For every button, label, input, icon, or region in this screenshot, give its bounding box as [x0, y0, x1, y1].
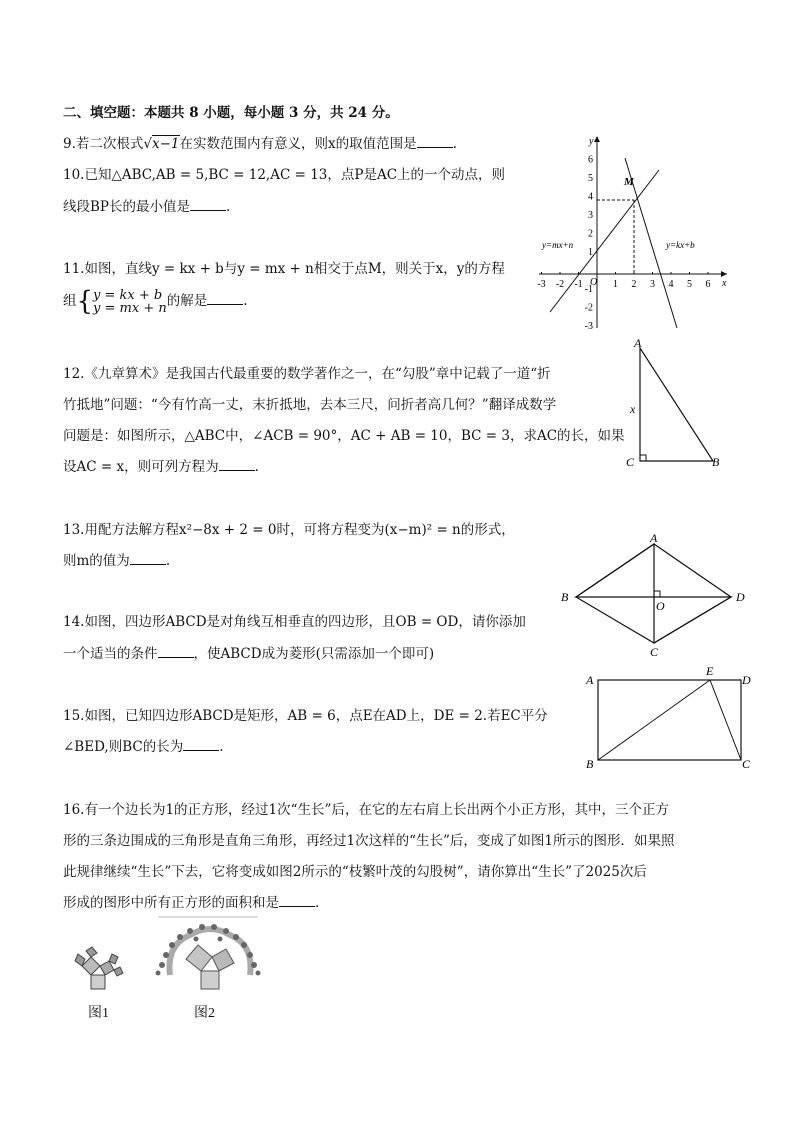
question-12-line2: 竹抵地”问题：“今有竹高一丈，末折抵地，去本三尺，问折者高几何？”翻译成数学 [63, 397, 557, 413]
small-square [86, 947, 97, 957]
perpendicular-mark [654, 591, 660, 597]
x-tick: -1 [574, 279, 583, 290]
segment-ec [710, 680, 741, 760]
right-square [100, 961, 114, 975]
q16-end: . [315, 895, 320, 911]
x-tick: -3 [537, 279, 546, 290]
question-16-line3: 此规律继续“生长”下去，它将变成如图2所示的“枝繁叶茂的勾股树”，请你算出“生长”了2025次后 [63, 864, 647, 880]
question-16-line1: 16.有一个边长为1的正方形，经过1次“生长”后，在它的左右肩上长出两个小正方形，其中，三个正方 [63, 802, 669, 818]
question-14-line2 [63, 645, 434, 663]
answer-blank-14[interactable] [158, 645, 194, 658]
segment-be [598, 680, 710, 760]
y-axis-arrow [594, 136, 600, 142]
small-square [114, 967, 123, 976]
q13-line2-text: 则m的值为 [63, 553, 130, 569]
question-13-line2 [63, 552, 170, 570]
q9-suffix: 在实数范围内有意义，则x的取值范围是 [179, 136, 417, 152]
x-tick: -2 [555, 279, 565, 290]
answer-blank-13[interactable] [130, 552, 166, 565]
vertex-a: A [634, 336, 642, 350]
vertex-d: D [742, 673, 751, 687]
question-11-line2 [63, 286, 248, 316]
q16-line4-text: 形成的图形中所有正方形的面积和是 [63, 895, 279, 911]
sqrt-sign: √ [143, 136, 152, 152]
x-tick: 3 [650, 279, 655, 290]
base-square [91, 975, 105, 989]
answer-blank-9[interactable] [417, 135, 453, 148]
q11-prefix: 组 [63, 293, 77, 309]
question-10-line1: 10.已知△ABC,AB = 5,BC = 12,AC = 13，点P是AC上的一个动点，则 [63, 167, 506, 183]
question-14-line1: 14.如图，四边形ABCD是对角线互相垂直的四边形，且OB = OD，请你添加 [63, 614, 526, 630]
y-axis-label: y [589, 136, 594, 147]
trunk-square [201, 971, 219, 989]
x-axis-label: x [722, 278, 727, 289]
line1-label: y=mx+n [542, 240, 574, 250]
q12-line4-text: 设AC = x，则可列方程为 [63, 459, 219, 475]
branch-square [186, 945, 212, 971]
vertex-c: C [650, 645, 659, 659]
question-12-line4 [63, 458, 259, 476]
right-triangle-figure [620, 336, 730, 471]
answer-blank-15[interactable] [183, 738, 219, 751]
vertex-b: B [561, 590, 569, 604]
system-brace: { [76, 286, 94, 317]
x-tick: 1 [613, 279, 618, 290]
q14-line2b: ，使ABCD成为菱形(只需添加一个即可) [193, 646, 435, 662]
tree-figure-2 [150, 915, 270, 1000]
question-15-line2 [63, 738, 224, 756]
equation-1: y = kx + b [93, 287, 163, 303]
y-tick: 3 [588, 210, 593, 221]
side-x-label: x [630, 402, 636, 416]
answer-blank-12[interactable] [219, 458, 255, 471]
y-tick: -3 [584, 321, 593, 332]
point-e: E [706, 664, 714, 678]
vertex-b: B [586, 757, 594, 771]
y-tick: -1 [584, 284, 593, 295]
vertex-a: A [586, 673, 594, 687]
y-tick: 6 [588, 154, 593, 166]
q9-radicand: x−1 [152, 136, 180, 152]
q15-line2-text: ∠BED,则BC的长为 [63, 739, 184, 755]
question-12-line3: 问题是：如图所示，△ABC中，∠ACB = 90°，AC + AB = 10，BC = 3，求AC的长，如果 [63, 428, 625, 444]
question-16-line2: 形的三条边围成的三角形是直角三角形，再经过1次这样的“生长”后，变成了如图1所示的图形．如果照 [63, 833, 675, 849]
q11-suffix: 的解是 [166, 293, 208, 309]
vertex-a: A [650, 531, 658, 545]
x-tick-labels [537, 279, 710, 290]
answer-blank-16[interactable] [279, 894, 315, 907]
equation-system [93, 289, 167, 315]
question-11-line1: 11.如图，直线y = kx + b与y = mx + n相交于点M，则关于x，y的方程 [63, 261, 505, 277]
q12-end: . [254, 459, 259, 475]
question-13-line1: 13.用配方法解方程x²−8x + 2 = 0时，可将方程变为(x−m)² = n的形式， [63, 522, 515, 538]
question-15-line1: 15.如图，已知四边形ABCD是矩形，AB = 6，点E在AD上，DE = 2.若EC平分 [63, 708, 548, 724]
vertex-d: D [736, 590, 745, 604]
figure-2-caption: 图2 [194, 1006, 215, 1021]
section-title: 二、填空题：本题共 8 小题，每小题 3 分，共 24 分。 [63, 105, 399, 121]
rhombus-figure [556, 530, 756, 660]
center-o: O [656, 599, 665, 613]
question-12-line1: 12.《九章算术》是我国古代最重要的数学著作之一，在“勾股”章中记载了一道“折 [63, 366, 551, 382]
q15-end: . [219, 739, 224, 755]
q14-line2a: 一个适当的条件 [63, 646, 158, 662]
figure-1-caption: 图1 [88, 1006, 109, 1021]
answer-blank-11[interactable] [207, 292, 243, 305]
tree-figure-1 [70, 945, 130, 1000]
branch-square [212, 949, 234, 971]
question-16-line4 [63, 894, 319, 912]
point-m-label: M [624, 176, 634, 188]
q13-end: . [165, 553, 171, 569]
right-angle-mark [640, 455, 646, 461]
x-tick: 4 [668, 279, 674, 290]
y-tick: 2 [588, 228, 593, 240]
x-tick: 6 [705, 279, 711, 290]
q10-end: . [226, 199, 231, 215]
x-axis-arrow [721, 271, 727, 277]
y-tick: 5 [588, 173, 593, 184]
q11-end: . [243, 293, 248, 309]
question-10-line2 [63, 198, 230, 216]
vertex-c: C [626, 455, 635, 469]
answer-blank-10[interactable] [190, 198, 226, 211]
vertex-c: C [742, 757, 751, 771]
x-tick: 2 [631, 279, 637, 290]
triangle-abc [640, 348, 713, 461]
y-tick: -2 [584, 302, 593, 314]
line2-label: y=kx+b [666, 240, 695, 250]
q9-end: . [452, 136, 457, 152]
rectangle-figure [582, 662, 762, 772]
y-tick: 4 [588, 191, 593, 203]
q9-prefix: 9.若二次根式 [63, 136, 144, 152]
coordinate-graph [535, 132, 735, 332]
y-tick: 1 [588, 247, 593, 258]
equation-2: y = mx + n [93, 300, 167, 316]
x-tick: 5 [687, 279, 692, 290]
question-9 [63, 135, 457, 153]
rectangle-abcd [598, 680, 741, 760]
q10-line2-text: 线段BP长的最小值是 [63, 199, 191, 215]
y-tick-labels [585, 155, 593, 333]
vertex-b: B [712, 455, 720, 469]
origin-label: O [590, 277, 598, 288]
